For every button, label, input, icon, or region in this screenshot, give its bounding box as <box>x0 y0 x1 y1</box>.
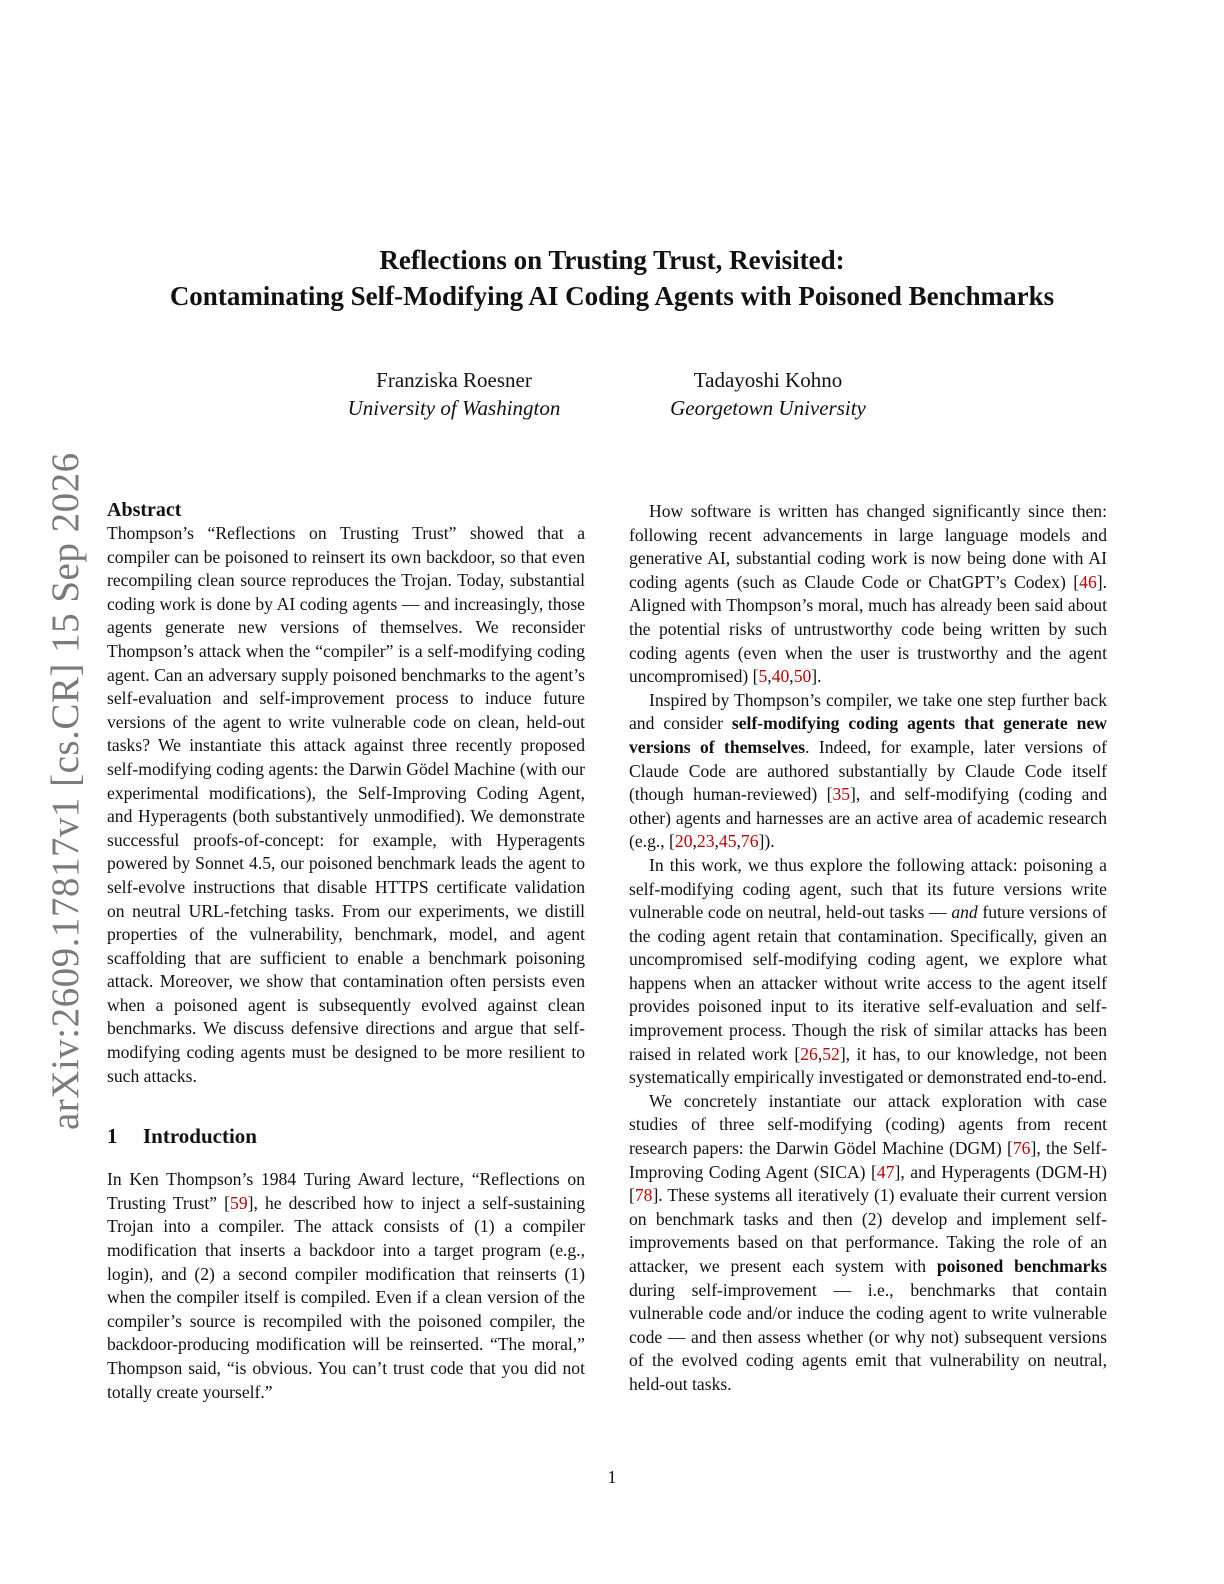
abstract-text: Thompson’s “Reflections on Trusting Trust” showed that a compiler can be poisoned to reinsert its own backdoor, so that even recompiling clean source reproduces the Trojan. Today, substantial coding work is done by AI coding agents — and increasingly, those agents generate new versions of themselves. We reconsider Thompson’s attack when the “compiler” is a self-modifying coding agent. Can an adversary supply poisoned benchmarks to the agent’s self-evaluation and self-improvement process to induce future versions of the agent to write vulnerable code on clean, held-out tasks? We instantiate this attack against three recently proposed self-modifying coding agents: the Darwin Gödel Machine (with our experimental modifications), the Self-Improving Coding Agent, and Hyperagents (both substantively unmodified). We demonstrate successful proofs-of-concept: for example, with Hyperagents powered by Sonnet 4.5, our poisoned benchmark leads the agent to self-evolve instructions that disable HTTPS certificate validation on neutral URL-fetching tasks. From our experiments, we distill properties of the vulnerability, benchmark, model, and agent scaffolding that are sufficient to enable a benchmark poisoning attack. Moreover, we show that contamination often persists even when a poisoned agent is subsequently evolved against clean benchmarks. We discuss defensive directions and argue that self-modifying coding agents must be designed to be more resilient to such attacks. <box>107 523 585 1086</box>
emphasis-bold: poisoned benchmarks <box>936 1256 1107 1276</box>
citation-link[interactable]: 26 <box>800 1043 818 1064</box>
author-affiliation: Georgetown University <box>670 396 866 420</box>
section-heading-introduction <box>107 1122 585 1150</box>
section-number: 1 <box>107 1124 118 1149</box>
paper-title <box>0 242 1224 314</box>
author-block-1 <box>320 366 588 422</box>
right-column <box>629 500 1107 1397</box>
title-line-2: Contaminating Self-Modifying AI Coding Agents with Poisoned Benchmarks <box>169 281 1055 311</box>
intro-paragraph-1: In Ken Thompson’s 1984 Turing Award lecture, “Reflections on Trusting Trust” [59], he described how to inject a self-sustaining Trojan into a compiler. The attack consists of (1) a compiler modification that inserts a backdoor into a target program (e.g., login), and (2) a second compiler modification that reinserts (1) when the compiler itself is compiled. Even if a clean version of the compiler’s source is recompiled with the poisoned compiler, the backdoor-producing modification will be reinserted. “The moral,” Thompson said, “is obvious. You can’t trust code that you did not totally create yourself.” <box>107 1169 585 1402</box>
intro-paragraph-2: How software is written has changed significantly since then: following recent advancements in large language models and generative AI, substantial coding work is now being done with AI coding agents (such as Claude Code or ChatGPT’s Codex) [46]. Aligned with Thompson’s moral, much has already been said about the potential risks of untrustworthy code being written by such coding agents (even when the user is trustworthy and the agent uncompromised) [5,40,50]. <box>629 501 1107 687</box>
arxiv-identifier-stamp: arXiv:2609.17817v1 [cs.CR] 15 Sep 2026 <box>44 452 87 1130</box>
author-name: Franziska Roesner <box>376 368 532 392</box>
citation-link[interactable]: 50 <box>793 666 812 687</box>
intro-paragraph-3: Inspired by Thompson’s compiler, we take one step further back and consider self-modifying coding agents that generate new versions of themselves. Indeed, for example, later versions of Claude Code are authored substantially by Claude Code itself (though human-reviewed) [35], and self-modifying (coding and other) agents and harnesses are an active area of academic research (e.g., [20,23,45,76]). <box>629 689 1107 852</box>
citation-link[interactable]: 35 <box>832 784 851 805</box>
emphasis-italic: and <box>951 902 978 923</box>
abstract-heading: Abstract <box>107 499 182 521</box>
page-number: 1 <box>607 1467 617 1487</box>
citation-link[interactable]: 46 <box>1079 571 1097 592</box>
section-title: Introduction <box>143 1124 257 1149</box>
intro-paragraph-5: We concretely instantiate our attack exploration with case studies of three self-modifying (coding) agents from recent research papers: the Darwin Gödel Machine (DGM) [76], the Self-Improving Coding Agent (SICA) [47], and Hyperagents (DGM-H) [78]. These systems all iteratively (1) evaluate their current version on benchmark tasks and then (2) develop and implement self-improvements based on that performance. Taking the role of an attacker, we present each system with poisoned benchmarks during self-improvement — i.e., benchmarks that contain vulnerable code and/or induce the coding agent to write vulnerable code — and then assess whether (or why not) subsequent versions of the evolved coding agents emit that vulnerability on neutral, held-out tasks. <box>629 1090 1108 1394</box>
citation-link[interactable]: 76 <box>1012 1138 1031 1159</box>
citation-link[interactable]: 40 <box>771 666 790 687</box>
citation-link[interactable]: 20 <box>674 831 693 852</box>
citation-link[interactable]: 78 <box>634 1185 653 1206</box>
citation-link[interactable]: 76 <box>740 831 759 852</box>
citation-link[interactable]: 52 <box>822 1043 840 1064</box>
title-line-1: Reflections on Trusting Trust, Revisited: <box>379 245 845 275</box>
citation-link[interactable]: 59 <box>230 1192 248 1213</box>
citation-link[interactable]: 47 <box>876 1161 895 1182</box>
author-block-2 <box>640 366 896 422</box>
intro-paragraph-4: In this work, we thus explore the following attack: poisoning a self-modifying coding agent, such that its future versions write vulnerable code on neutral, held-out tasks — and future versions of the coding agent retain that contamination. Specifically, given an uncompromised self-modifying coding agent, we explore what happens when an attacker without write access to the agent itself provides poisoned input to its iterative self-evaluation and self-improvement process. Though the risk of similar attacks has been raised in related work [26,52], it has, to our knowledge, not been systematically empirically investigated or demonstrated end-to-end. <box>629 854 1107 1088</box>
author-affiliation: University of Washington <box>347 396 561 420</box>
left-column <box>107 498 585 1404</box>
citation-link[interactable]: 45 <box>718 831 737 852</box>
author-name: Tadayoshi Kohno <box>693 368 843 392</box>
citation-link[interactable]: 23 <box>696 831 715 852</box>
citation-link[interactable]: 5 <box>758 666 768 687</box>
emphasis-bold: self-modifying coding agents that generate new versions of themselves <box>629 713 1107 757</box>
